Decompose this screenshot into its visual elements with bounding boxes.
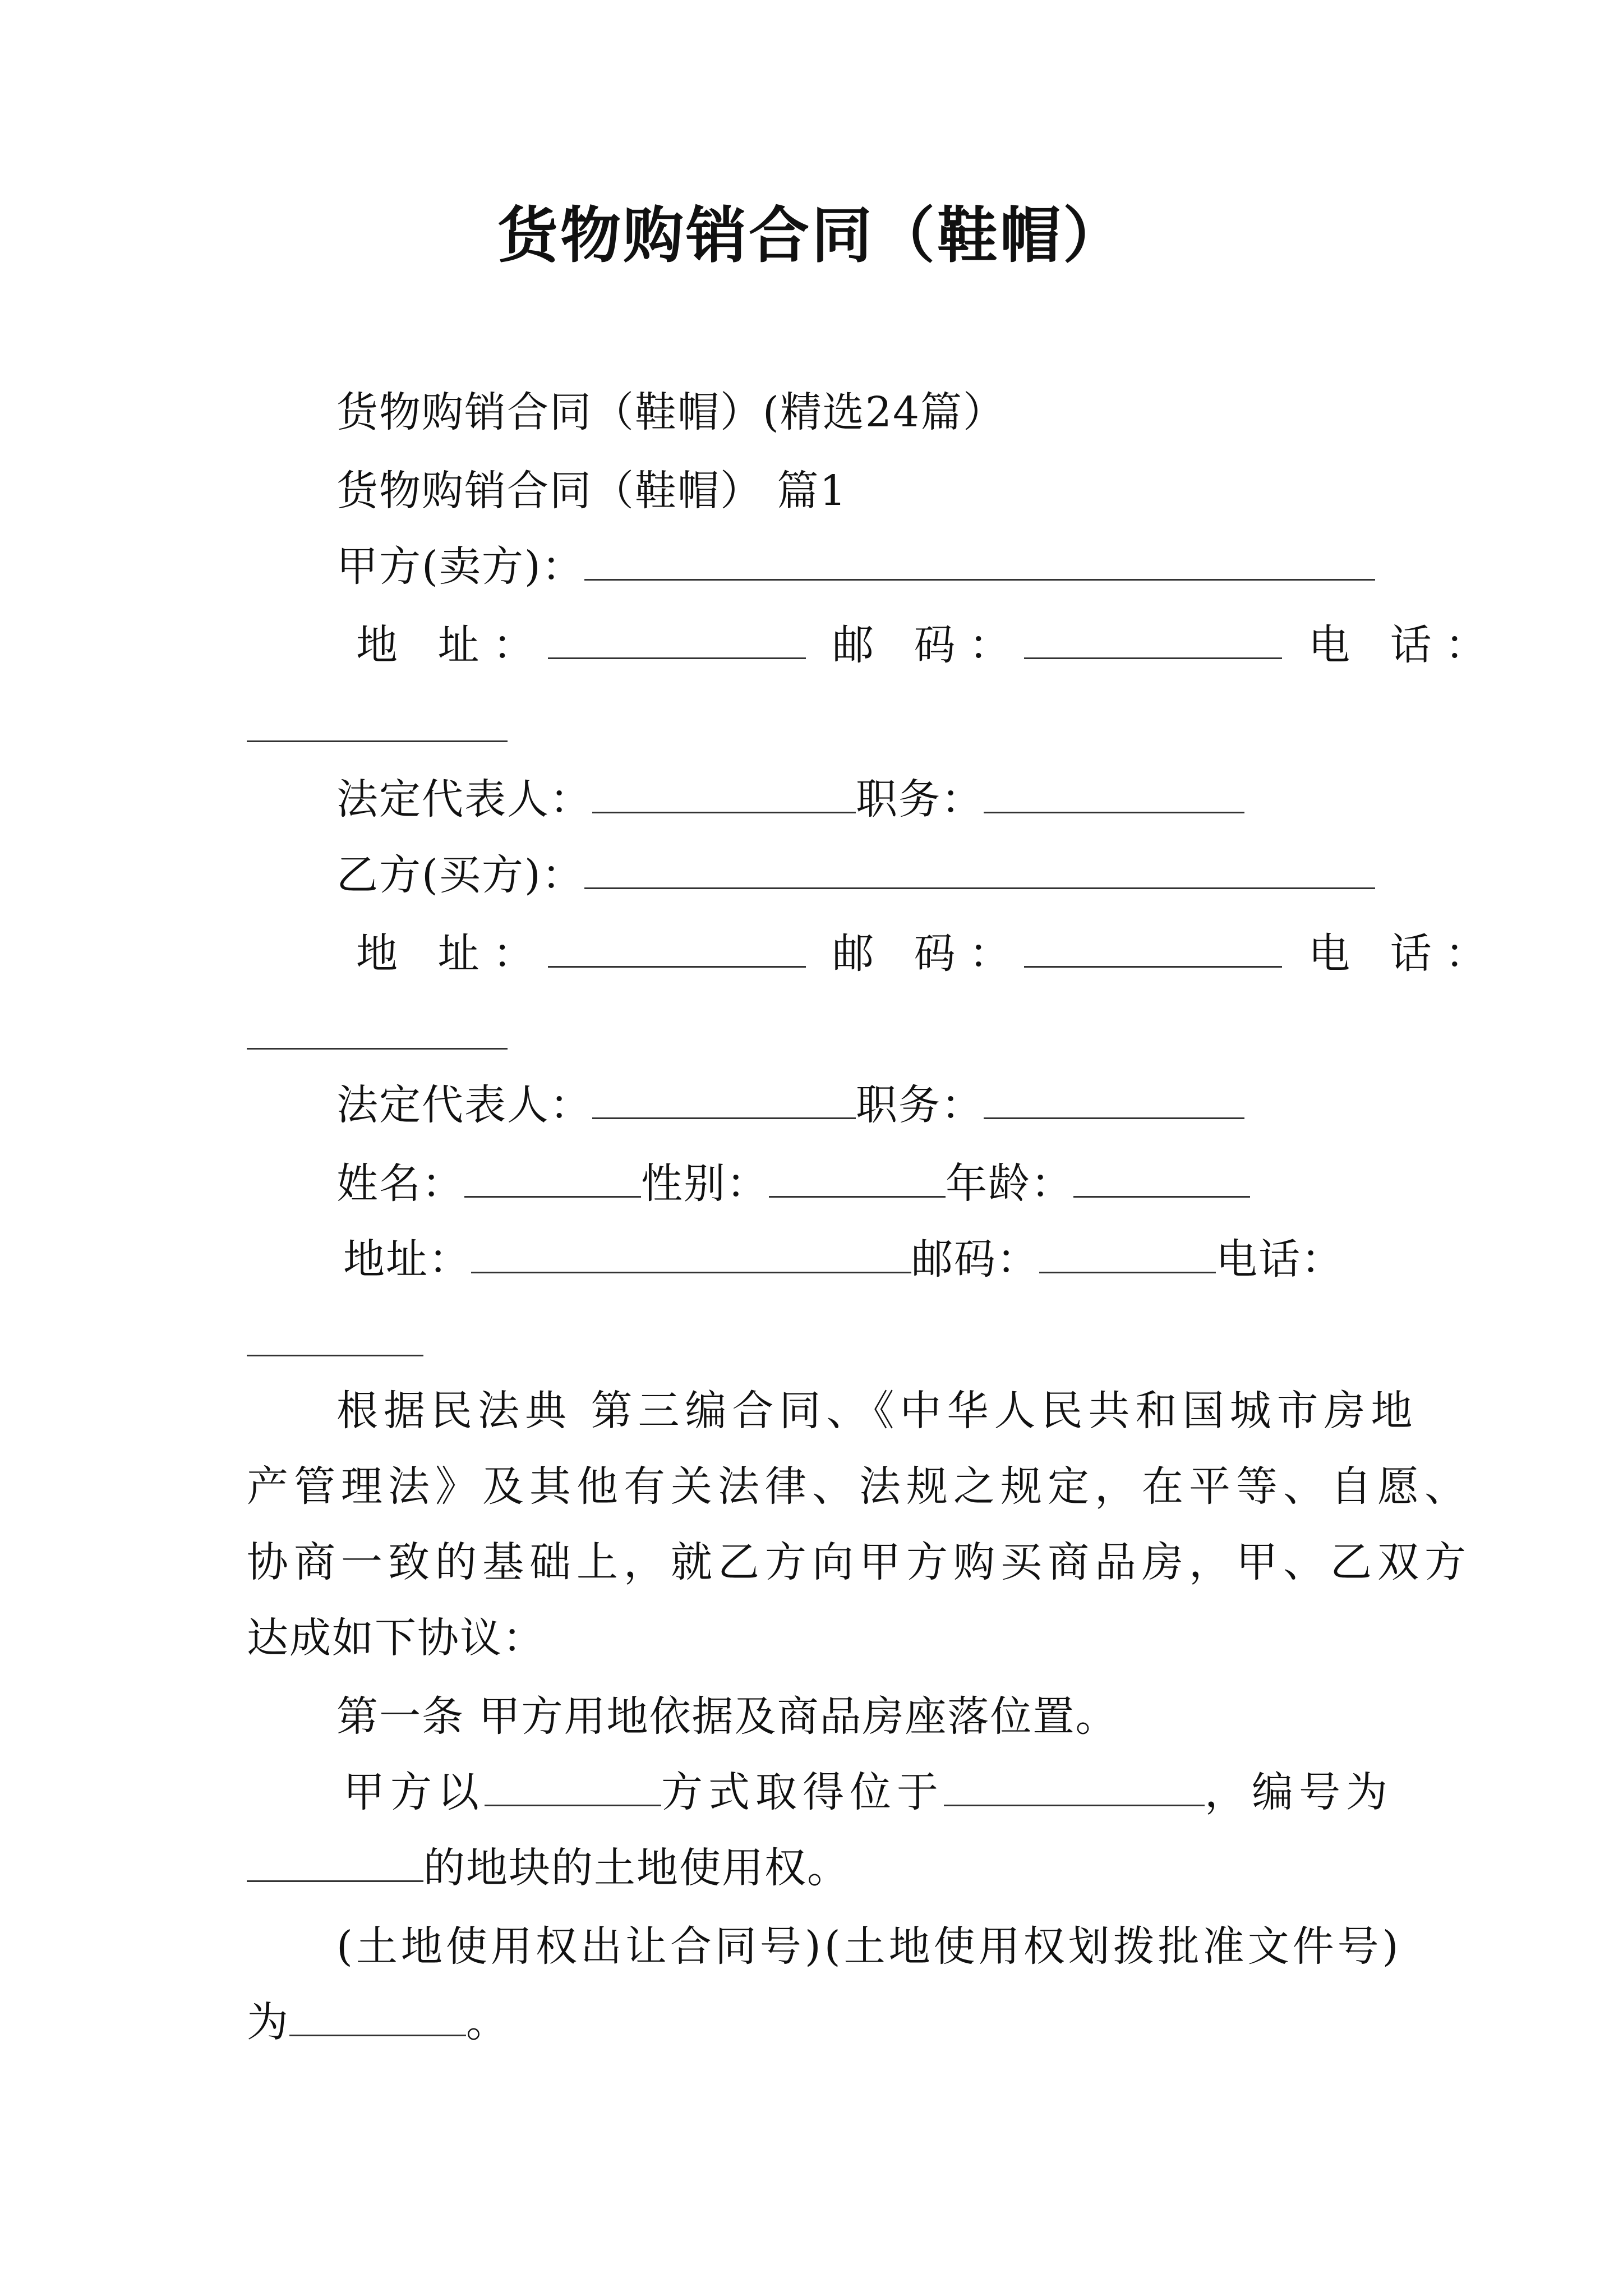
party-b-name-blank <box>584 848 1375 889</box>
party-b-address-blank <box>548 927 806 968</box>
document-title: 货物购销合同（鞋帽） <box>497 200 1126 271</box>
party-a-rep-blank <box>592 772 856 813</box>
person-gender-blank <box>769 1157 946 1198</box>
party-a-phone-label: 电 话： <box>1308 621 1500 669</box>
party-b-rep-label: 法定代表人： <box>336 1081 592 1129</box>
party-b-title-blank <box>984 1078 1244 1119</box>
article-1-p2-b: 为 <box>247 1998 289 2046</box>
person-phone-blank <box>247 1355 423 1356</box>
party-b-zip-blank <box>1024 927 1282 968</box>
document-subtitle: 货物购销合同（鞋帽）(精选24篇） <box>336 388 1006 436</box>
party-a-title-blank <box>984 772 1244 813</box>
party-b-address-label: 地 址： <box>356 930 548 978</box>
article-1-p1-c: ，编号为 <box>1205 1768 1393 1816</box>
article-1-location-blank <box>944 1765 1205 1806</box>
party-a-zip-blank <box>1024 618 1282 659</box>
preamble-line-3: 协商一致的基础上，就乙方向甲方购买商品房，甲、乙双方 <box>247 1538 1472 1586</box>
party-a-address-line <box>356 617 1500 673</box>
party-a-address-blank <box>548 618 806 659</box>
person-zip-label: 邮码： <box>911 1235 1039 1283</box>
party-a-rep-label: 法定代表人： <box>336 775 592 823</box>
person-name-blank <box>464 1157 641 1198</box>
preamble-line-2: 产管理法》及其他有关法律、法规之规定，在平等、自愿、 <box>247 1462 1472 1511</box>
article-1-number-blank <box>247 1841 423 1882</box>
preamble-line-4: 达成如下协议： <box>247 1614 545 1662</box>
party-b-phone-label: 电 话： <box>1308 930 1500 978</box>
article-1-contract-number-blank <box>289 1995 466 2036</box>
article-1-p1-b: 方式取得位于 <box>661 1768 944 1816</box>
party-a-name-blank <box>584 540 1375 581</box>
party-b-zip-label: 邮 码： <box>832 930 1024 978</box>
person-age-label: 年龄： <box>946 1159 1073 1208</box>
person-phone-label: 电话： <box>1216 1235 1344 1283</box>
party-b-title-label: 职务： <box>856 1081 984 1129</box>
party-b-phone-blank <box>247 1048 508 1050</box>
party-a-line <box>336 539 1375 595</box>
article-1-heading: 第一条 甲方用地依据及商品房座落位置。 <box>336 1692 1118 1741</box>
party-a-rep-line <box>336 771 1244 827</box>
person-zip-blank <box>1039 1232 1216 1273</box>
person-line <box>336 1156 1250 1212</box>
person-address-blank <box>471 1232 911 1273</box>
article-1-p1-a: 甲方以 <box>343 1768 485 1816</box>
party-a-label: 甲方(卖方)： <box>336 542 584 591</box>
person-gender-label: 性别： <box>641 1159 769 1208</box>
party-b-address-line <box>356 926 1500 982</box>
article-1-p2-line: (土地使用权出让合同号)(土地使用权划拨批准文件号) <box>336 1922 1402 1971</box>
person-address-label: 地址： <box>343 1235 471 1283</box>
party-a-zip-label: 邮 码： <box>832 621 1024 669</box>
party-a-title-label: 职务： <box>856 775 984 823</box>
article-1-p1-d: 的地块的土地使用权。 <box>423 1844 850 1892</box>
article-1-p1-cont <box>247 1840 850 1896</box>
article-1-method-blank <box>485 1765 661 1806</box>
party-b-label: 乙方(买方)： <box>336 851 584 899</box>
party-b-rep-line <box>336 1077 1244 1133</box>
party-a-address-label: 地 址： <box>356 621 548 669</box>
person-name-label: 姓名： <box>336 1159 464 1208</box>
party-a-phone-blank <box>247 740 508 742</box>
article-1-p2-cont <box>247 1994 509 2050</box>
party-b-rep-blank <box>592 1078 856 1119</box>
preamble-line-1: 根据民法典 第三编合同、《中华人民共和国城市房地 <box>336 1387 1418 1435</box>
person-age-blank <box>1073 1157 1250 1198</box>
article-1-p1-line <box>343 1764 1393 1820</box>
article-1-p2-c: 。 <box>466 1998 509 2046</box>
chapter-heading: 货物购销合同（鞋帽） 篇1 <box>336 467 847 515</box>
person-address-line <box>343 1231 1344 1287</box>
party-b-line <box>336 847 1375 903</box>
